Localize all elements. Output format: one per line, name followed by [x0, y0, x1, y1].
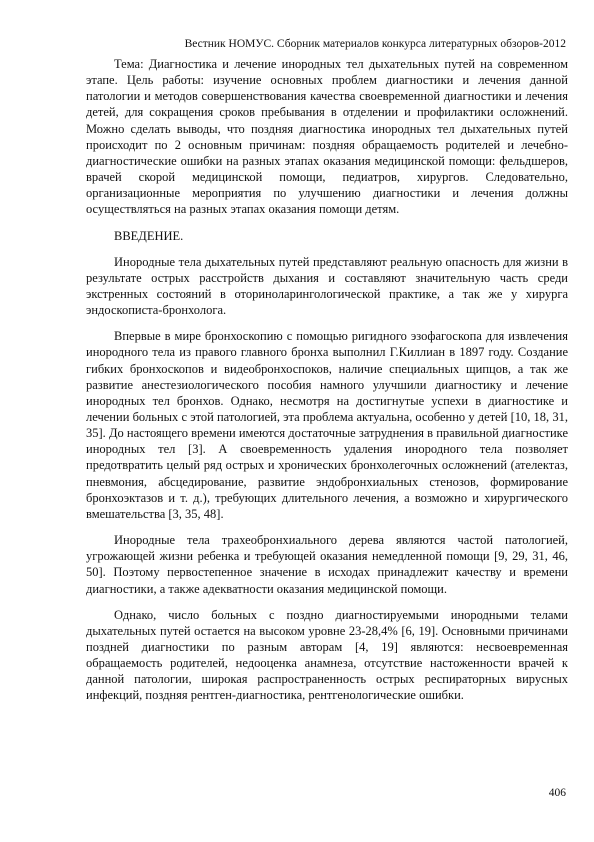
running-header: Вестник НОМУС. Сборник материалов конкурса литературных обзоров-2012: [184, 38, 566, 50]
article-body: [86, 56, 568, 704]
body-paragraph: Однако, число больных с поздно диагностируемыми инородными телами дыхательных путей остается на высоком уровне 23-28,4% [6, 19]. Основными причинами поздней диагностики по разным авторам [4, 19] являются: несвоевременная обращаемость родителей, недооценка анамнеза, отсутствие настоженности врачей к данной патологии, широкая распространенность острых респираторных вирусных инфекций, поздняя рентген-диагностика, рентгенологические ошибки.: [86, 607, 568, 703]
body-paragraph: Впервые в мире бронхоскопию с помощью ригидного эзофагоскопа для извлечения инородного тела из правого главного бронха выполнил Г.Киллиан в 1897 году. Создание гибких бронхоскопов и видеобронхоспоков, наличие специальных щипцов, а так же развитие анестезиологического пособия намного улучшили диагностику и лечение инородных тел бронхов. Однако, несмотря на достигнутые успехи в диагностике и лечении больных с этой патологией, эта проблема актуальна, особенно у детей [10, 18, 31, 35]. До настоящего времени имеются достаточные затруднения в правильной диагностике инородных тел [3]. А своевременность удаления инородного тела позволяет предотвратить целый ряд острых и хронических бронхолегочных осложнений (ателектаз, пневмония, абсцедирование, развитие эндобронхиальных стенозов, формирование бронхоэктазов и т. д.), требующих длительного лечения, а возможно и хирургического вмешательства [3, 35, 48].: [86, 329, 568, 521]
section-heading: ВВЕДЕНИЕ.: [114, 228, 184, 243]
body-paragraph: Инородные тела трахеобронхиального дерева являются частой патологией, угрожающей жизни ребенка и требующей оказания немедленной помощи [9, 29, 31, 46, 50]. Поэтому первостепенное значение в исходах принадлежит качеству и времени диагностики, а также адекватности оказания медицинской помощи.: [86, 533, 568, 596]
page-number: 406: [548, 787, 566, 799]
body-paragraph: Инородные тела дыхательных путей представляют реальную опасность для жизни в результате острых расстройств дыхания и составляют значительную часть среди экстренных состояний в оториноларингологической практике, а так же у хирурга эндоскописта-бронхолога.: [86, 254, 568, 318]
abstract-paragraph: Тема: Диагностика и лечение инородных тел дыхательных путей на современном этапе. Цель работы: изучение основных проблем диагностики и лечения данной патологии и методов совершенствования качества своевременной диагностики и лечения детей, для сокращения сроков пребывания в отделении и профилактики осложнений. Можно сделать выводы, что поздняя диагностика инородных тел дыхательных путей происходит по 2 основным причинам: поздняя обращаемость родителей и лечебно-диагностические ошибки на разных этапах оказания медицинской помощи: фельдшеров, врачей скорой медицинской помощи, педиатров, хирургов. Следовательно, организационные мероприятия по улучшению диагностики и лечения должны осуществляться на разных этапах оказания помощи детям.: [86, 57, 568, 217]
